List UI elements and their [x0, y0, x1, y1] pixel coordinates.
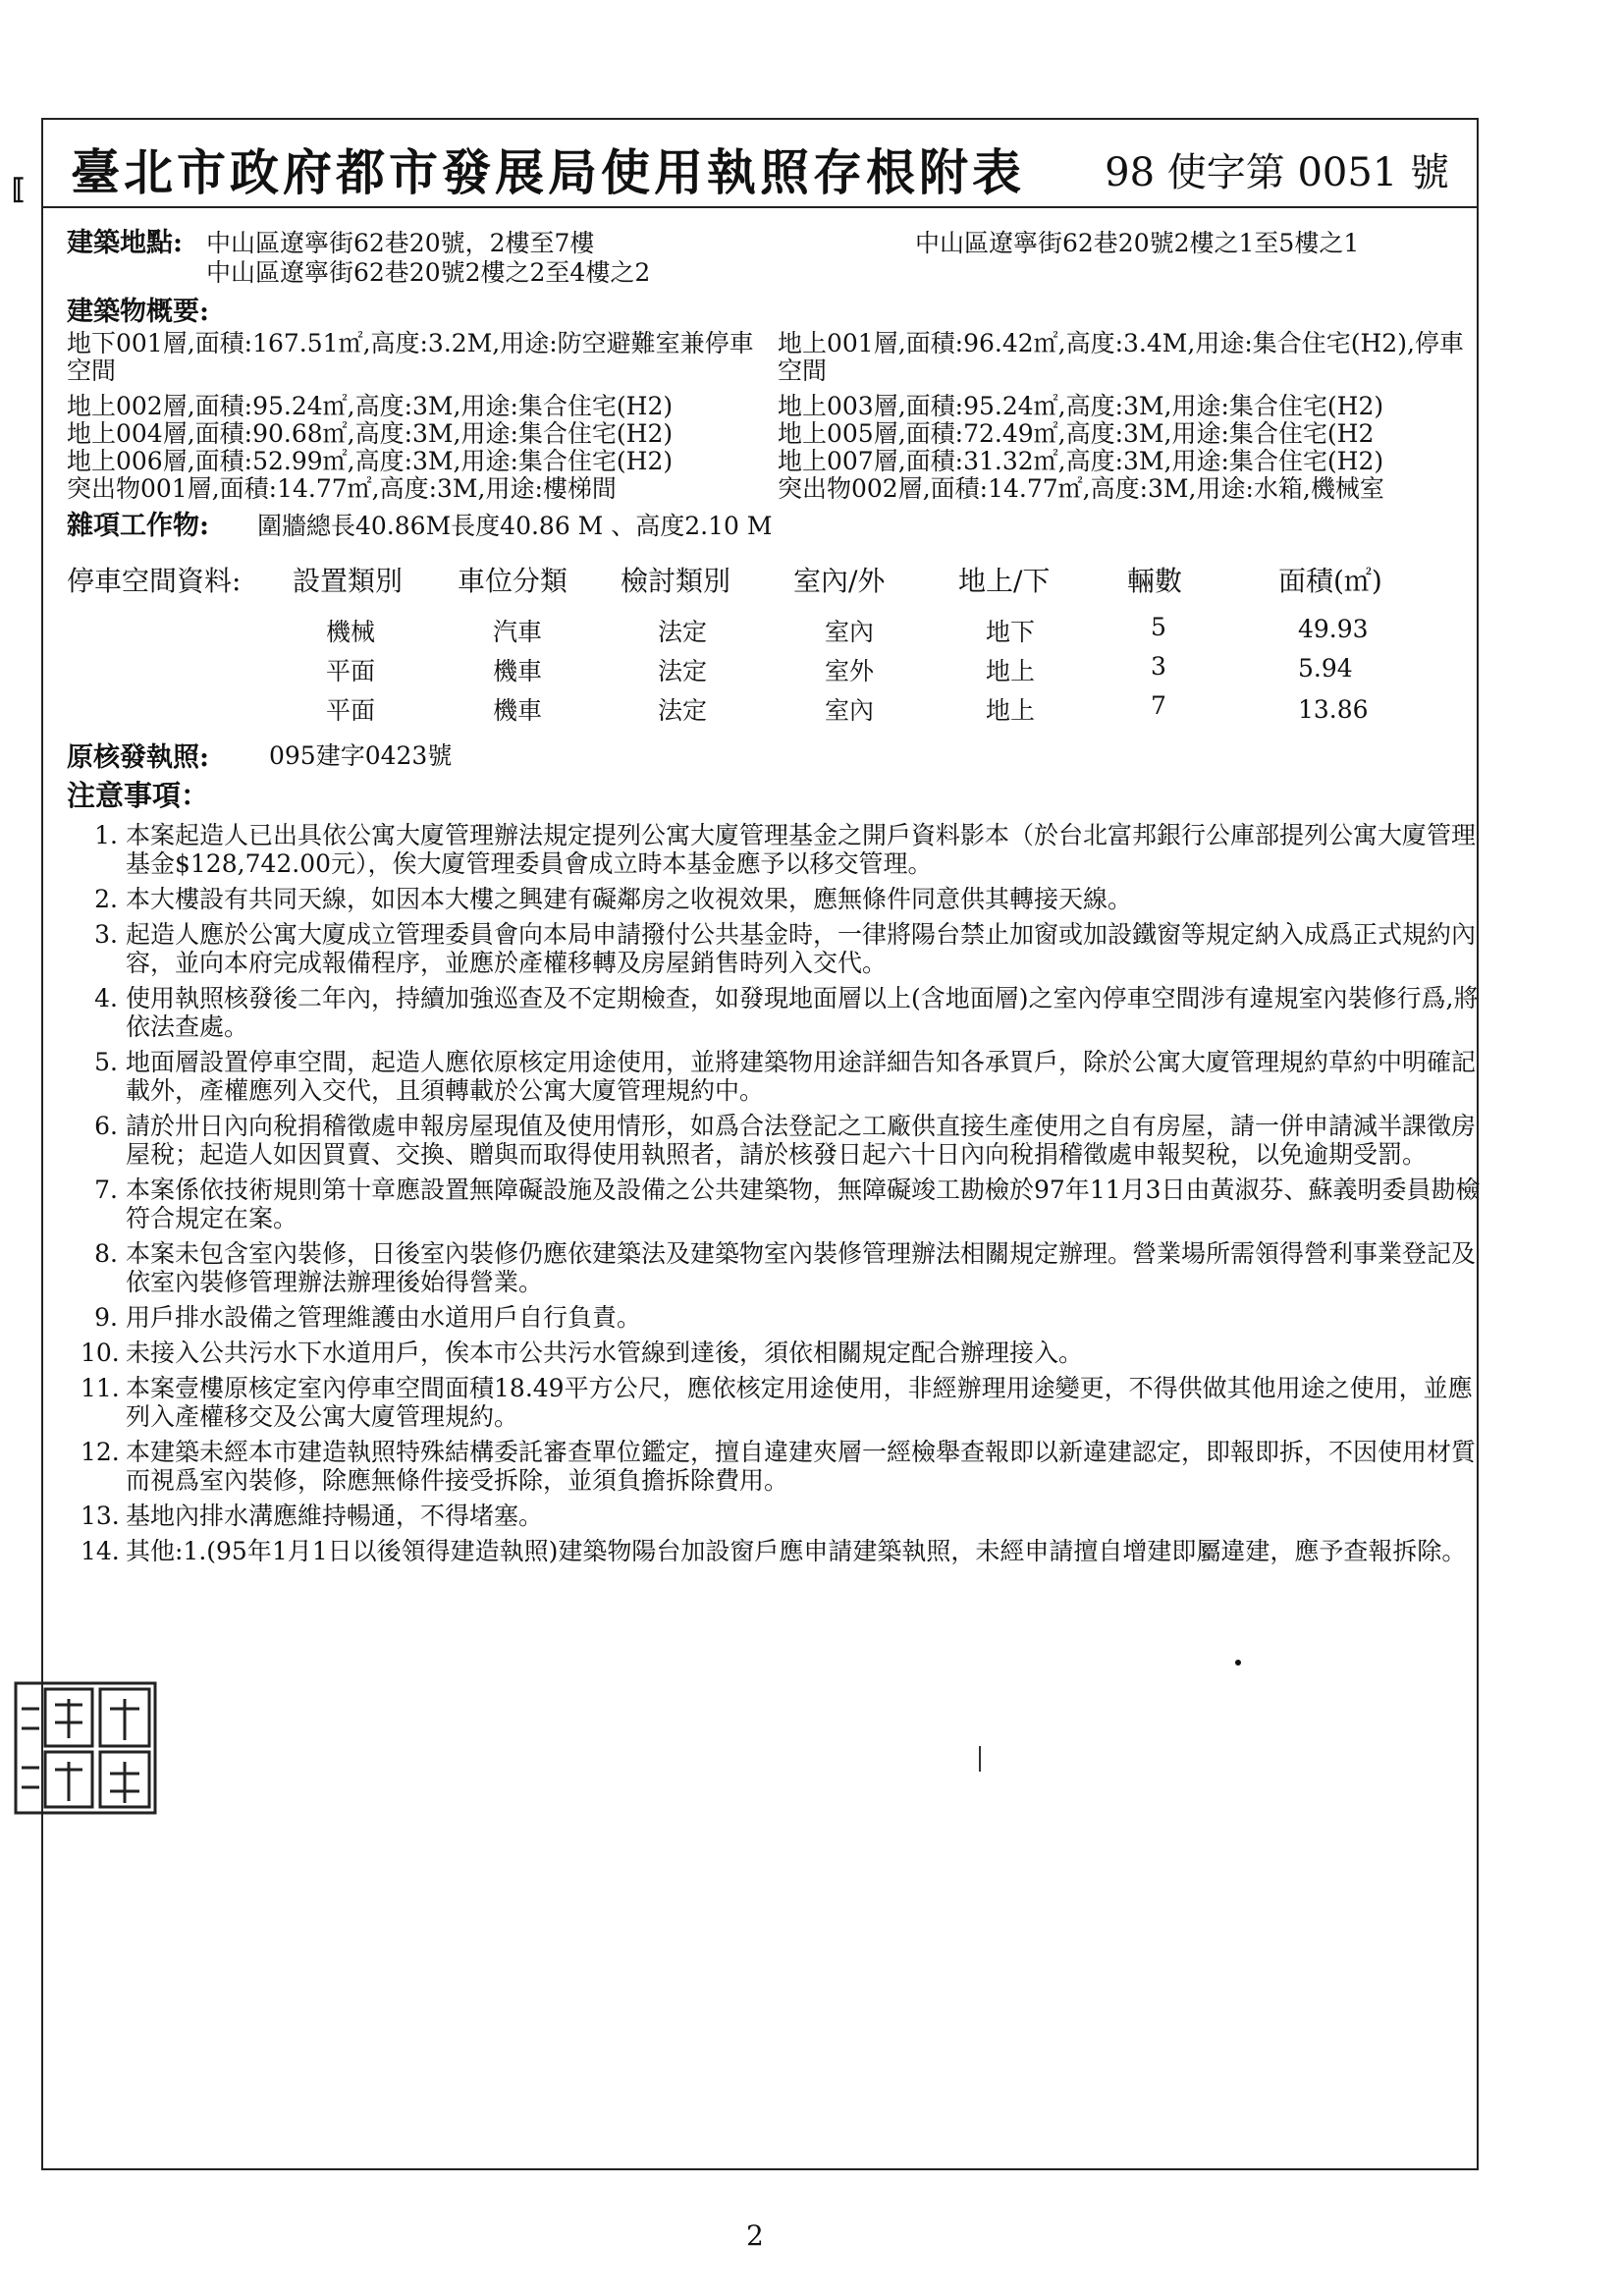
note-item: 14. 其他:1.(95年1月1日以後領得建造執照)建築物陽台加設窗戶應申請建築執照，未經申請擅自增建即屬違建，應予查報拆除。: [81, 1537, 1467, 1565]
parking-cell: 室外: [825, 657, 875, 685]
parking-cell: 室內: [825, 696, 875, 725]
overview-right-3: 地上003層,面積:95.24㎡,高度:3M,用途:集合住宅(H2): [778, 392, 1384, 420]
overview-label: 建築物概要:: [67, 297, 209, 327]
official-seal-icon: [12, 1679, 159, 1817]
parking-cell: 法定: [658, 618, 708, 646]
notes-list: [81, 821, 1494, 1572]
note-item: 13. 基地內排水溝應維持暢通，不得堵塞。: [81, 1502, 544, 1530]
notes-label: 注意事項：: [67, 779, 210, 812]
margin-mark-icon: ⟦: [12, 173, 26, 205]
parking-cell: 3: [1151, 652, 1166, 681]
site-line-right: 中山區遼寧街62巷20號2樓之1至5樓之1: [915, 229, 1360, 257]
note-item: 4. 使用執照核發後二年內，持續加強巡查及不定期檢查，如發現地面層以上(含地面層)之室內停車空間涉有違規室內裝修行爲,將依法查處。: [94, 984, 1479, 1041]
note-item: 7. 本案係依技術規則第十章應設置無障礙設施及設備之公共建築物，無障礙竣工勘檢於97年11月3日由黃淑芬、蘇義明委員勘檢符合規定在案。: [94, 1175, 1481, 1232]
title-row: [41, 118, 1479, 208]
site-label: 建築地點:: [67, 228, 183, 258]
permit-number: 98 使字第 0051 號: [1105, 150, 1449, 195]
parking-cell: 汽車: [493, 618, 543, 646]
misc-label: 雜項工作物:: [67, 511, 209, 541]
note-item: 12. 本建築未經本市建造執照特殊結構委託審查單位鑑定，擅自違建夾層一經檢舉查報即以新違建認定，即報即拆，不因使用材質而視爲室內裝修，除應無條件接受拆除，並須負擔拆除費用。: [81, 1438, 1477, 1495]
parking-cell: 法定: [658, 696, 708, 725]
note-item: 3. 起造人應於公寓大廈成立管理委員會向本局申請撥付公共基金時，一律將陽台禁止加窗或加設鐵窗等規定納入成爲正式規約內容，並向本府完成報備程序，並應於產權移轉及房屋銷售時列入交代。: [94, 920, 1477, 977]
overview-right-1: 地上001層,面積:96.42㎡,高度:3.4M,用途:集合住宅(H2),停車: [778, 329, 1464, 357]
parking-cell: 機車: [493, 696, 543, 725]
note-item: 10. 未接入公共污水下水道用戶，俟本市公共污水管線到達後，須依相關規定配合辦理接入。: [81, 1339, 1084, 1367]
parking-header-6: 輛數: [1127, 565, 1183, 597]
overview-left-3: 地上002層,面積:95.24㎡,高度:3M,用途:集合住宅(H2): [67, 392, 674, 420]
site-line-2: 中山區遼寧街62巷20號2樓之2至4樓之2: [206, 258, 651, 287]
stray-mark: [979, 1746, 981, 1772]
parking-cell: 平面: [326, 657, 376, 685]
note-item: 11. 本案壹樓原核定室內停車空間面積18.49平方公尺，應依核定用途使用，非經辦理用途變更，不得供做其他用途之使用，並應列入產權移交及公寓大廈管理規約。: [81, 1374, 1473, 1431]
parking-cell: 機車: [493, 657, 543, 685]
page-number: 2: [746, 2219, 764, 2252]
parking-cell: 49.93: [1298, 615, 1369, 643]
overview-right-6: 突出物002層,面積:14.77㎡,高度:3M,用途:水箱,機械室: [778, 474, 1384, 503]
overview-right-4: 地上005層,面積:72.49㎡,高度:3M,用途:集合住宅(H2: [778, 419, 1375, 448]
note-item: 6. 請於卅日內向稅捐稽徵處申報房屋現值及使用情形，如爲合法登記之工廠供直接生產使用之自有房屋，請一併申請減半課徵房屋稅；起造人如因買賣、交換、贈與而取得使用執照者，請於核發日起六十日內向稅捐稽徵處申報契稅，以免逾期受罰。: [94, 1112, 1477, 1169]
overview-right-2: 空間: [778, 356, 828, 385]
parking-cell: 平面: [326, 696, 376, 725]
note-item: 1. 本案起造人已出具依公寓大廈管理辦法規定提列公寓大廈管理基金之開戶資料影本（於台北富邦銀行公庫部提列公寓大廈管理基金$128,742.00元），俟大廈管理委員會成立時本基金應予以移交管理。: [94, 821, 1477, 878]
note-item: 8. 本案未包含室內裝修，日後室內裝修仍應依建築法及建築物室內裝修管理辦法相關規定辦理。營業場所需領得營利事業登記及依室內裝修管理辦法辦理後始得營業。: [94, 1239, 1477, 1296]
parking-cell: 地上: [986, 657, 1036, 685]
overview-left-4: 地上004層,面積:90.68㎡,高度:3M,用途:集合住宅(H2): [67, 419, 674, 448]
overview-left-6: 突出物001層,面積:14.77㎡,高度:3M,用途:樓梯間: [67, 474, 617, 503]
parking-cell: 機械: [326, 618, 376, 646]
site-line-1: 中山區遼寧街62巷20號，2樓至7樓: [206, 229, 595, 257]
note-item: 5. 地面層設置停車空間，起造人應依原核定用途使用，並將建築物用途詳細告知各承買戶，除於公寓大廈管理規約草約中明確記載外，產權應列入交代，且須轉載於公寓大廈管理規約中。: [94, 1048, 1477, 1105]
parking-cell: 13.86: [1298, 695, 1369, 724]
parking-cell: 5: [1151, 613, 1166, 641]
stray-dot: [1235, 1660, 1241, 1666]
parking-cell: 地下: [986, 618, 1036, 646]
parking-label: 停車空間資料:: [67, 565, 242, 597]
parking-cell: 5.94: [1298, 654, 1353, 683]
parking-header-5: 地上/下: [958, 565, 1051, 597]
parking-header-7: 面積(㎡): [1278, 565, 1382, 597]
note-item: 2. 本大樓設有共同天線，如因本大樓之興建有礙鄰房之收視效果，應無條件同意供其轉接天線。: [94, 885, 1133, 913]
overview-left-5: 地上006層,面積:52.99㎡,高度:3M,用途:集合住宅(H2): [67, 447, 674, 475]
misc-value: 圍牆總長40.86M長度40.86 M 、高度2.10 M: [257, 512, 773, 540]
parking-cell: 室內: [825, 618, 875, 646]
original-permit-label: 原核發執照:: [67, 742, 209, 773]
note-item: 9. 用戶排水設備之管理維護由水道用戶自行負責。: [94, 1303, 642, 1332]
parking-header-1: 設置類別: [293, 565, 404, 597]
overview-right-5: 地上007層,面積:31.32㎡,高度:3M,用途:集合住宅(H2): [778, 447, 1384, 475]
parking-header-2: 車位分類: [458, 565, 568, 597]
parking-header-3: 檢討類別: [621, 565, 731, 597]
parking-header-4: 室內/外: [793, 565, 886, 597]
overview-left-2: 空間: [67, 356, 117, 385]
parking-cell: 地上: [986, 696, 1036, 725]
original-permit-value: 095建字0423號: [269, 741, 453, 770]
overview-left-1: 地下001層,面積:167.51㎡,高度:3.2M,用途:防空避難室兼停車: [67, 329, 754, 357]
page-title: 臺北市政府都市發展局使用執照存根附表: [71, 143, 1025, 201]
parking-cell: 7: [1151, 691, 1166, 720]
parking-cell: 法定: [658, 657, 708, 685]
